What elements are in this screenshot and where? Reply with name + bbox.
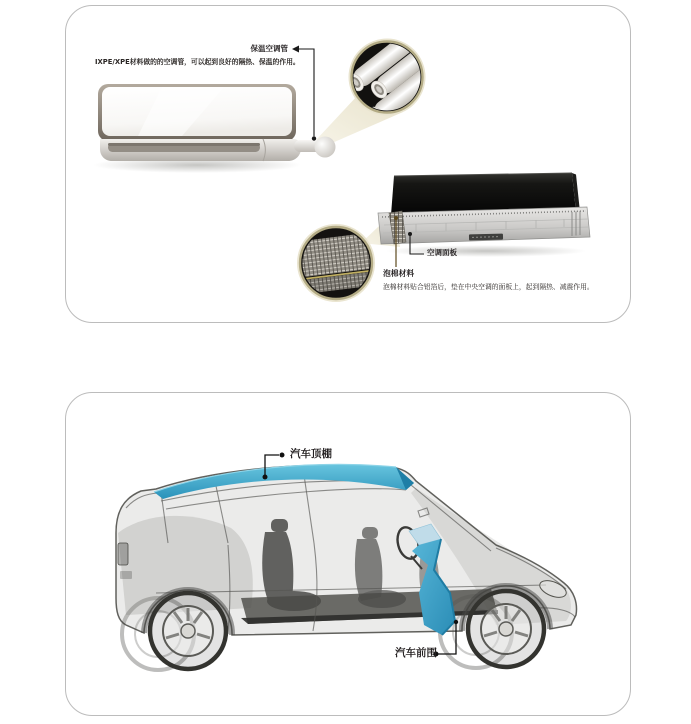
car-roof-label: 汽车顶棚 (290, 448, 332, 460)
car-front-label: 汽车前围 (395, 647, 437, 659)
front-wheel (468, 591, 544, 667)
rear-wheel (150, 593, 226, 669)
car-illustration (66, 393, 630, 715)
left-arrow-icon (292, 46, 299, 53)
ac-panel-label: 空调面板 (427, 248, 457, 257)
connector-dot (312, 136, 316, 140)
car-body (116, 464, 577, 670)
insulated-pipe-label: 保温空调管 (250, 44, 288, 53)
foam-material-description: 泡棉材料贴合铝箔后，垫在中央空调的面板上，起到隔热、减震作用。 (383, 283, 594, 291)
wall-ac-vent-shade (108, 143, 260, 146)
connector-bullet (280, 453, 285, 458)
panel-car (65, 392, 631, 716)
ac-pipe-ball-joint (315, 137, 336, 158)
foam-material-label: 泡棉材料 (383, 269, 415, 278)
ac-illustration (66, 6, 630, 322)
panel-air-conditioning (65, 5, 631, 323)
rear-lamp (118, 543, 128, 565)
rear-detail (120, 571, 132, 579)
cassette-shadow (386, 245, 586, 257)
foam-material-inset (297, 225, 375, 301)
insulated-pipe-description: IXPE/XPE材料做的的空调管，可以起到良好的隔热、保温的作用。 (95, 58, 300, 66)
wall-ac-unit (93, 84, 336, 173)
